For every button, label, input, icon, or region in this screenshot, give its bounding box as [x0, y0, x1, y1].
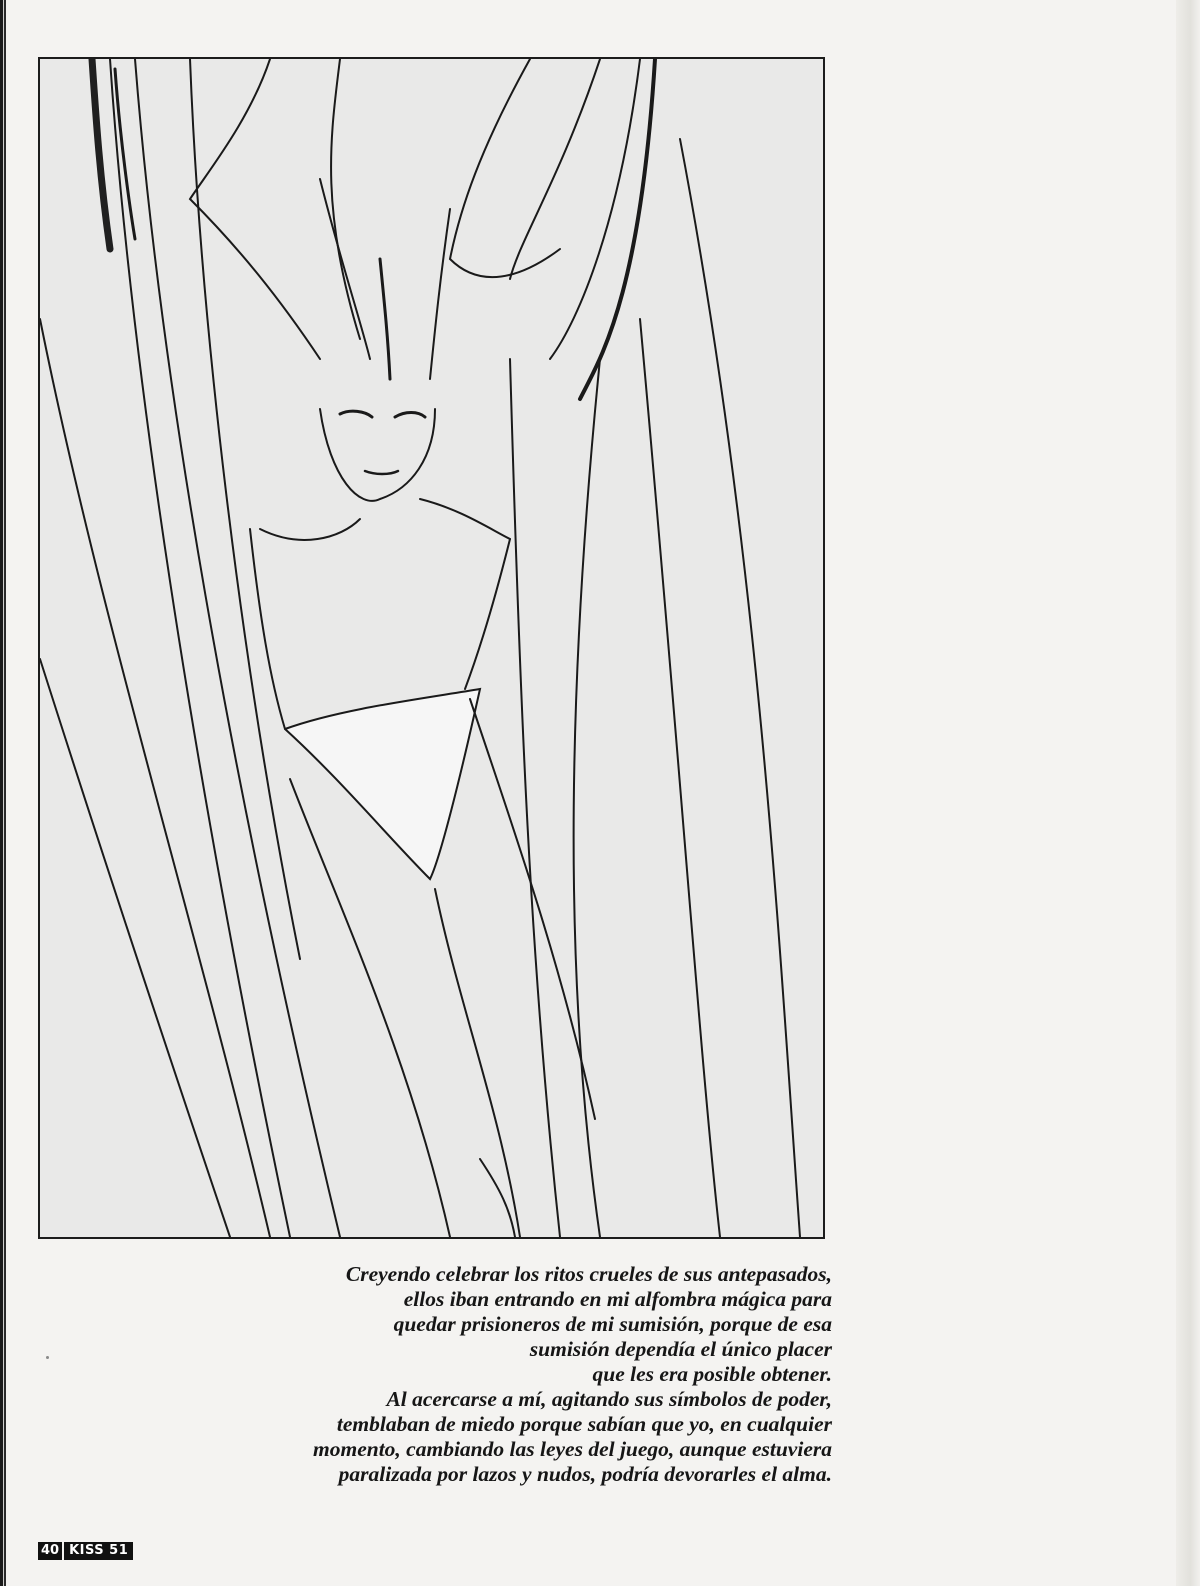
page-folio: [38, 1542, 133, 1560]
magazine-issue: KISS 51: [64, 1542, 133, 1560]
caption-line: Al acercarse a mí, agitando sus símbolos de poder,: [386, 1387, 832, 1411]
illustration: [38, 57, 825, 1239]
caption-line: paralizada por lazos y nudos, podría devorarles el alma.: [338, 1462, 832, 1486]
caption-line: temblaban de miedo porque sabían que yo, en cualquier: [336, 1412, 832, 1436]
caption-line: sumisión dependía el único placer: [529, 1337, 832, 1361]
caption-line: ellos iban entrando en mi alfombra mágica para: [403, 1287, 832, 1311]
caption-line: quedar prisioneros de mi sumisión, porque de esa: [393, 1312, 832, 1336]
caption-line: Creyendo celebrar los ritos crueles de sus antepasados,: [345, 1262, 832, 1286]
binding-edge: [0, 0, 8, 1586]
caption-line: momento, cambiando las leyes del juego, aunque estuviera: [313, 1437, 832, 1461]
page-edge-shadow: [1176, 0, 1200, 1586]
print-speck: [46, 1356, 49, 1359]
page-number: 40: [38, 1542, 62, 1560]
caption-paragraph-2: [240, 1387, 832, 1487]
caption-line: que les era posible obtener.: [592, 1362, 832, 1386]
line-drawing-figure: [40, 59, 823, 1237]
caption-text: [240, 1262, 832, 1487]
caption-paragraph-1: [240, 1262, 832, 1387]
